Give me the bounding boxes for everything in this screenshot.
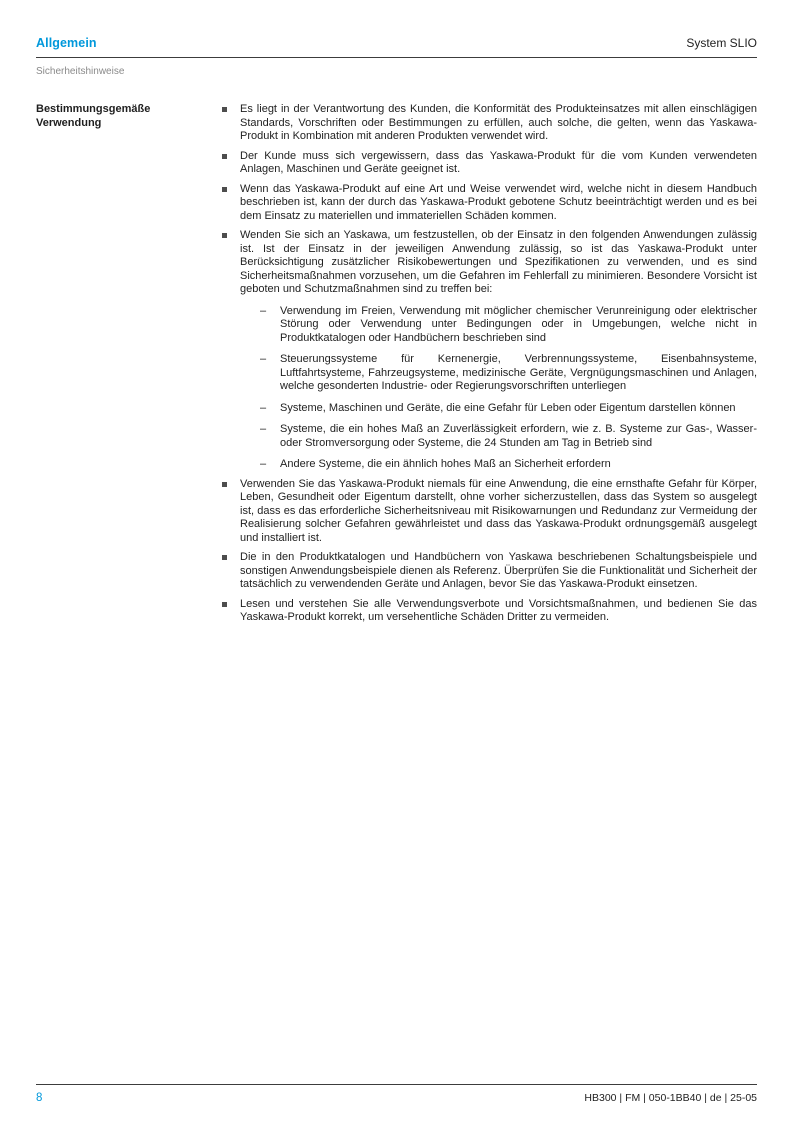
square-bullet-icon xyxy=(222,555,227,560)
square-bullet-icon xyxy=(222,154,227,159)
bullet-text: Verwenden Sie das Yaskawa-Produkt niemals für eine Anwendung, die eine ernsthafte Gefahr für Körper, Leben, Gesundheit oder Eigentum darstellt, ohne vorher sicherzustellen, dass das System so ausgelegt ist, dass es das erforderliche Sicherheitsniveau mit Risikowarnungen und Redundanz zur Vermeidung der Realisierung solcher Gefahren gewährleistet und dass das Yaskawa-Produkt ordnungsgemäß ausgelegt und installiert ist. xyxy=(240,477,757,544)
section-title: Allgemein xyxy=(36,36,97,50)
product-title: System SLIO xyxy=(686,36,757,50)
square-bullet-icon xyxy=(222,187,227,192)
bullet-item xyxy=(222,103,757,144)
dash-bullet-icon: – xyxy=(260,353,267,365)
dash-bullet-icon: – xyxy=(260,458,267,470)
bullet-text: Die in den Produktkatalogen und Handbüchern von Yaskawa beschriebenen Schaltungsbeispiele und sonstigen Anwendungsbeispiele dienen als Referenz. Überprüfen Sie die Funktionalität und Sicherheit der tatsächlich zu verwendenden Geräte und Anlagen, bevor Sie das Yaskawa-Produkt einsetzen. xyxy=(240,551,757,590)
bullet-item xyxy=(222,598,757,625)
page-header xyxy=(36,36,757,77)
bullet-text: Wenn das Yaskawa-Produkt auf eine Art und Weise verwendet wird, welche nicht in diesem Handbuch beschrieben ist, kann der durch das Yaskawa-Produkt gebotene Schutz beeinträchtigt werden und es bei dem Einsatz zu materiellen und immateriellen Schäden kommen. xyxy=(240,182,757,222)
footer-rule xyxy=(36,1084,757,1085)
dash-item-text: Steuerungssysteme für Kernenergie, Verbrennungssysteme, Eisenbahnsysteme, Luftfahrtsysteme, Fahrzeugsysteme, medizinische Geräte, Vergnügungsmaschinen und Anlagen, welche gesonderten Industrie- oder Regierungsvorschriften unterliegen xyxy=(280,353,757,392)
square-bullet-icon xyxy=(222,107,227,112)
dash-item-text: Verwendung im Freien, Verwendung mit möglicher chemischer Verunreinigung oder elektrischer Störung oder Verwendung unter Bedingungen oder in Umgebungen, welche nicht in Produktkatalogen oder Handbüchern beschrieben sind xyxy=(280,304,757,344)
bullet-list xyxy=(222,103,757,625)
dash-item xyxy=(260,305,757,346)
bullet-text: Wenden Sie sich an Yaskawa, um festzustellen, ob der Einsatz in den folgenden Anwendungen zulässig ist. Ist der Einsatz in der jeweiligen Anwendung zulässig, so ist das Yaskawa-Produkt unter Berücksichtigung zusätzlicher Risikobewertungen und Spezifikationen zu verwenden, und es sind Sicherheitsmaßnahmen vorzusehen, um die Gefahren im Fehlerfall zu minimieren. Besondere Vorsicht ist geboten und Schutzmaßnahmen sind zu treffen bei: xyxy=(240,229,757,295)
dash-item-text: Systeme, die ein hohes Maß an Zuverlässigkeit erfordern, wie z. B. Systeme zur Gas-, Wasser- oder Stromversorgung oder Systeme, die 24 Stunden am Tag in Betrieb sind xyxy=(280,423,757,449)
dash-sublist xyxy=(240,305,757,472)
square-bullet-icon xyxy=(222,233,227,238)
dash-bullet-icon: – xyxy=(260,304,267,317)
bullet-text: Der Kunde muss sich vergewissern, dass das Yaskawa-Produkt für die vom Kunden verwendeten Anlagen, Maschinen und Geräte geeignet ist. xyxy=(240,149,757,175)
dash-item xyxy=(260,353,757,394)
document-reference: HB300 | FM | 050-1BB40 | de | 25-05 xyxy=(584,1092,757,1104)
square-bullet-icon xyxy=(222,602,227,607)
dash-item xyxy=(260,458,757,472)
page-number: 8 xyxy=(36,1092,43,1104)
dash-item xyxy=(260,423,757,450)
bullet-text: Es liegt in der Verantwortung des Kunden, die Konformität des Produkteinsatzes mit allen einschlägigen Standards, Vorschriften oder Bestimmungen zu erfüllen, auch solche, die gelten, wenn das Yaskawa-Produkt in Kombination mit anderen Produkten verwendet wird. xyxy=(240,103,757,142)
bullet-item xyxy=(222,229,757,472)
bullet-column xyxy=(222,103,757,631)
dash-item-text: Systeme, Maschinen und Geräte, die eine Gefahr für Leben oder Eigentum darstellen können xyxy=(280,401,736,414)
subsection-label: Sicherheitshinweise xyxy=(36,66,125,77)
bullet-item xyxy=(222,150,757,177)
bullet-text: Lesen und verstehen Sie alle Verwendungsverbote und Vorsichtsmaßnahmen, und bedienen Sie das Yaskawa-Produkt korrekt, um versehentliche Schäden Dritter zu vermeiden. xyxy=(240,597,757,623)
dash-bullet-icon: – xyxy=(260,423,267,435)
bullet-item xyxy=(222,551,757,592)
bullet-item xyxy=(222,478,757,546)
dash-bullet-icon: – xyxy=(260,401,267,414)
square-bullet-icon xyxy=(222,482,227,487)
margin-label: Bestimmungsgemäße Verwendung xyxy=(36,103,151,129)
footer-row xyxy=(36,1092,757,1104)
content-area xyxy=(36,103,757,631)
dash-item xyxy=(260,402,757,416)
header-row xyxy=(36,36,757,50)
page-footer xyxy=(36,1084,757,1104)
header-rule xyxy=(36,57,757,58)
dash-item-text: Andere Systeme, die ein ähnlich hohes Maß an Sicherheit erfordern xyxy=(280,458,611,470)
bullet-item xyxy=(222,183,757,224)
